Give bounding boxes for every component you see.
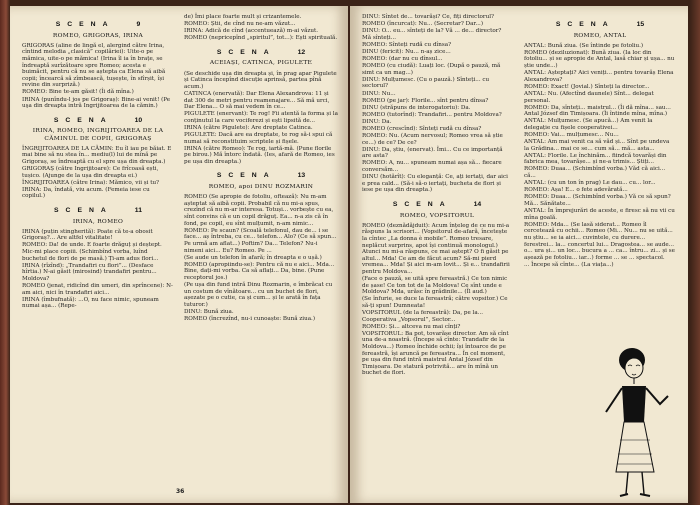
dialogue-paragraph: ROMEO: Vai... mulțumesc... Nu... bbox=[524, 132, 619, 139]
character-list: ROMEO, VOPSITORUL bbox=[399, 212, 475, 219]
dialogue-paragraph: ANTAL: Nu. (Afectînd daunele) Sînt... delegat personal. bbox=[524, 90, 654, 104]
dialogue-paragraph: IRINA: Adică de cînd (accentuează) m-ai văzut. bbox=[184, 28, 319, 35]
dialogue-paragraph: IRINA (punîndu-l jos pe Grigoraș): Bine-ai venit! (Pe uşa din dreapta intră Ingrijitoarea de la cămin.) bbox=[22, 96, 171, 110]
scene-label: SCENA bbox=[55, 21, 115, 28]
scene-number: 14 bbox=[473, 200, 482, 208]
dialogue-paragraph: ROMEO: Duaa... (Schimbînd vorba.) Vă ce să spun? Mă... Sănătate... bbox=[524, 194, 671, 207]
dialogue-paragraph: (Se deschide ușa din dreapta și, în prag apar Pigulete și Catinca începînd discuție aprinsă, partea pînă acum.) bbox=[184, 70, 337, 90]
dialogue-paragraph: ROMEO: Da! de unde. E foarte drăguț și deștept. Mic-mi place copiii. (Schimbînd vorba, luînd buchetul de flori de pe masă.) Ți-am adus flori... bbox=[22, 242, 162, 262]
left-column-1 bbox=[22, 14, 174, 310]
scene-number: 12 bbox=[297, 48, 306, 56]
dialogue-paragraph: ROMEO (deznădăjduit): Acum înțeleg de ce nu mi-a răspuns la scrisori... (Vopsitorul de-afară, încetește la cîntec „La donna è mobile”. Romeo tresare, neplăcut surprins, apoi își continuă monologul.) Atunci nu mi-a răspuns, ce mai aștept? O fi găsit pe altul... Mda! Ce am de făcut acum? Să-mi pierd vremea... Mda! Și aici m-am lovit... Și e... trandafirii pentru Moldova... bbox=[362, 222, 510, 275]
dialogue-paragraph: ROMEO: Da, sînteți... maistrul... (Îi dă mîna... sau... Antal József din Timișoara. (Îi întinde mîna, mîna.) bbox=[524, 104, 671, 118]
dialogue-paragraph: de) Îmi place foarte mult și crizantemele. bbox=[184, 14, 302, 20]
dialogue-paragraph: CATINCA (enervată): Dar Elena Alexandrova: 11 și dat 300 de metri pentru reamenajare... Să mă urci, Dar Elena... O să mai vedem în ce... bbox=[184, 90, 330, 111]
dialogue-paragraph: ROMEO: Bine te-am găsit! (Îi dă mîna.) bbox=[22, 89, 134, 96]
dialogue-paragraph: ROMEO (tutorînd): Trandafiri... pentru Moldova? bbox=[362, 111, 502, 118]
woman-illustration bbox=[598, 344, 678, 502]
dialogue-paragraph: ROMEO (apropiindu-se): Pentru că nu e aici... Mda... Bine, dați-mi vorba. Ca să aflați... Da, bine. (Pune receptorul jos.) bbox=[184, 261, 335, 281]
dialogue-paragraph: ROMEO: Exact! (Jovial.) Sînteți la director... bbox=[524, 83, 650, 90]
dialogue-paragraph: ROMEO (cu ciudă): Luați loc. (După o pauză, mă simt ca un mag...) bbox=[362, 63, 501, 76]
dialogue-paragraph: ROMEO (încurcat): Nu... (Secretar? Dar...) bbox=[362, 21, 483, 28]
character-list: ROMEO, ANTAL bbox=[573, 32, 627, 39]
scene-label: SCENA bbox=[392, 200, 452, 208]
dialogue-paragraph: (Se înfurie, se duce la fereastră; către vopsitor.) Ce să-ți spun! Dumneata! bbox=[362, 296, 508, 309]
dialogue-paragraph: IRINA: Da, îndată, viu acum. (Femeia iese cu copilul.) bbox=[22, 186, 150, 200]
character-list: ROMEO, GRIGORAS, IRINA bbox=[52, 32, 144, 39]
dialogue-paragraph: DINU: Sîntet de... tovarăși? Ce, fiți directorul? bbox=[362, 14, 494, 20]
dialogue-paragraph: ROMEO: Sînteți rudă cu dînsa? bbox=[362, 41, 452, 48]
dialogue-paragraph: ROMEO: Nu. (Acum nervosul; Romeo vrea să știe ce...) de ce? De ce? bbox=[362, 133, 503, 146]
dialogue-paragraph: DINU (fericit): Nu... n-aș zice... bbox=[362, 48, 451, 55]
character-list: ROMEO, apoi DINU ROZMARIN bbox=[208, 184, 314, 191]
dialogue-paragraph: ROMEO: Duaa... (Schimbînd vorba.) Văd că aici... că... bbox=[524, 166, 666, 180]
scene-label: SCENA bbox=[54, 206, 113, 214]
scene-label: SCENA bbox=[53, 116, 113, 124]
dialogue-paragraph: PIGULETE: Dacă are ea dreptate, te rog să-i spui că numai să reconstituim scriptele și fișele. bbox=[184, 132, 333, 145]
right-column-2 bbox=[524, 14, 676, 269]
left-page bbox=[10, 6, 348, 503]
dialogue-paragraph: DINU: Da, știu, (enervat). Îmi... Cu ce importanță are asta? bbox=[362, 146, 503, 160]
dialogue-paragraph: (Face o pauză, se uită spre fereastră.) Ce ton nimic de șase! Ce ton tot de la Moldova! Ce sînt unde e Moldova? Mda, urăsc în grădinile... (Îl aud.) bbox=[362, 275, 508, 296]
dialogue-paragraph: DINU: Da. bbox=[362, 118, 392, 125]
dialogue-paragraph: DINU: Bună ziua. bbox=[184, 308, 234, 315]
scene-heading bbox=[184, 173, 338, 180]
dialogue-paragraph: ROMEO: A, nu... spuneam numai așa să... fiecare conversăm... bbox=[362, 160, 502, 174]
dialogue-paragraph: ANTAL: În împrejurări de aceste, e firesc să nu vii cu mîna goală. bbox=[524, 208, 675, 221]
scene-heading bbox=[362, 202, 512, 209]
dialogue-paragraph: ROMEO (Se apropie de fotoliu, oftează): Nu m-am așteptat să aibă copii. Probabil că nu mi-a spus, crezînd că nu m-ar interesa. Totuși... vorbește cu ea, sînt convins că e un copil drăguț. Ea... n-a zis că în fond, pe copil, eu sînt mulțumit, n-am nimic... bbox=[184, 194, 334, 227]
dialogue-paragraph: PIGULETE (enervant): Te rog! Fii atentă la forma și la conținutul la care vociferezi și ești lipsită de... bbox=[184, 111, 338, 124]
character-list: IRINA, ROMEO, INGRIJITOAREA DE LA CĂMINUL DE COPII, GRIGORAȘ bbox=[32, 128, 164, 142]
scene-heading bbox=[22, 118, 174, 125]
page-number: 36 bbox=[176, 488, 185, 495]
scene-heading bbox=[184, 50, 338, 57]
dialogue-paragraph: VOPSITORUL (de la fereastră): Da, pe la... Cooperativa „Vopsorul”, Sector... bbox=[362, 309, 483, 323]
dialogue-paragraph: ANTAL: Așteptați? Aici veniți... pentru tovarăș Elena Alexandrova? bbox=[524, 70, 674, 83]
dialogue-paragraph: DINU: O... eu... sînteți de la? Vă ... de... director? Mă sînteți... bbox=[362, 28, 502, 41]
dialogue-paragraph: DINU: Nu... bbox=[362, 90, 396, 97]
dialogue-paragraph: IRINA (îmbufnată): ...O, nu face nimic, spuneam numai așa... (Repe- bbox=[22, 296, 159, 310]
scene-number: 10 bbox=[134, 116, 143, 124]
dialogue-paragraph: (Pe ușa din fund intră Dinu Rozmarin, e îmbrăcat cu un costum de vînătoare... cu un buchet de flori, așezate pe o cutie, ca și cum... și le arată în fața tuturor.) bbox=[184, 282, 333, 308]
dialogue-paragraph: GRIGORAȘ (către Ingrijitoare): Ce frîcoasă ești, tușico. (Ajunge de la ușa din dreapta ei.) bbox=[22, 166, 159, 179]
dialogue-paragraph: ROMEO (crescînd): Sînteți rudă cu dînsa? bbox=[362, 126, 482, 132]
dialogue-paragraph: ÎNGRIJITOAREA DE LA CĂMIN: Eu îl iau pe băiat. E mai bine să nu stea în... mediu(l) lui de mînă pe Grigoraș, se îndreaptă cu el spre ușa din dreapta.) bbox=[22, 145, 172, 165]
scene-label: SCENA bbox=[555, 21, 615, 28]
dialogue-paragraph: DINU (hotărît): Cu eleganță: Ce, ați iertați, dar aici e prea cald... (Să-i să-o iertați, bucheta de flori și iese pe ușa din dreapta.) bbox=[362, 174, 508, 194]
dialogue-paragraph: ROMEO (jenat, ridicînd din umeri, din sprîncene): N-am aici, nici în trandafiri aici... bbox=[22, 283, 173, 296]
dialogue-paragraph: ANTAL: Bună ziua. (Se întinde pe fotoliu.) bbox=[524, 42, 644, 49]
right-page bbox=[350, 6, 688, 503]
dialogue-paragraph: ROMEO: Așa! E... o fete adevărată... bbox=[524, 187, 628, 194]
dialogue-paragraph: ÎNGRIJITOAREA (către Irina): Mămico, vii și tu? bbox=[22, 179, 160, 186]
scene-label: SCENA bbox=[216, 48, 276, 56]
dialogue-paragraph: ROMEO: Mda... (Se lasă siderat... Romeo îl cercetează cu ochii... Romeo (Mi... Nu... nu se uită... nu știu... se ia aici... cuvintele, cu durere... ferestrei... la... concertul lui... Dragostea... se aude... o... ura și... un loc... bucura a ... ca... întru... zi... și se așează pe fotoliu... iar...) forme ... se ... spectacol. bbox=[524, 221, 675, 261]
scene-number: 13 bbox=[297, 172, 306, 180]
dialogue-paragraph: ANTAL: (cu un ton în prag) Le dau... cu... lor... bbox=[524, 180, 656, 187]
scene-heading bbox=[524, 22, 676, 29]
dialogue-paragraph: IRINA (către Romeo): Te rog, iartă-mă. (Pune florile pe birou.) Mă întorc îndată. (Ies, afară de Romeo, ies pe ușa din dreapta.) bbox=[184, 145, 335, 165]
dialogue-paragraph: DINU (străpuns de interogatoriu): Da. bbox=[362, 104, 471, 111]
character-list: IRINA, ROMEO bbox=[72, 218, 124, 225]
dialogue-paragraph: ROMEO (încrezînd, nu-i cunoaște: Bună ziua.) bbox=[184, 315, 315, 322]
scene-heading bbox=[22, 208, 174, 215]
dialogue-paragraph: VOPSITORUL: Ba pot, tovarășe director. Am să cînt una de-a noastră. (Începe să cînte: Trandafir de la Moldova...) Romeo închide ochii; își întoarce de pe fereastră, își aruncă pe fereastra... În cel moment, pe ușa din fund intră maistrul Antal József din Timișoara. De statură potrivită... are în mînă un buchet de flori. bbox=[362, 330, 509, 377]
dialogue-paragraph: ROMEO (deziluzionat): Bună ziua. (Ia loc din fotoliu... și se apropie de Antal, lasă chiar și ușa... nu știe unde...) bbox=[524, 49, 675, 70]
dialogue-paragraph: IRINA (puțin stingherită): Poate că te-a obosit Grigoraș?... Are altfel vitalitate! bbox=[22, 228, 153, 242]
dialogue-paragraph: IRINA (rîzînd): „Trandafiri cu flori”... (Desface hîrtia.) N-ai găsit (mirosind) trandafiri pentru... Moldova? bbox=[22, 262, 157, 282]
scene-number: 11 bbox=[134, 206, 142, 214]
dialogue-paragraph: ROMEO: (dar nu cu dînsul... bbox=[362, 56, 443, 63]
dialogue-paragraph: ROMEO (pe jar): Florile... sînt pentru dînsa? bbox=[362, 97, 489, 104]
dialogue-paragraph: ANTAL: Mulțumesc. (Se apucă...) Am venit la delegație cu fișele cooperativei... bbox=[524, 118, 653, 131]
right-column-1 bbox=[362, 14, 512, 377]
left-column-2 bbox=[184, 14, 338, 323]
dialogue-paragraph: GRIGORAS (aline de lingă el, alergind către Irina, cîntind melodia „clasică” copilăriei): Uite-o pe mămica, uite-o pe mămica! (Irina îl ia în brațe, se îndreaptă surîzătoare spre Romeo; acesta e buimăcit, pentru că nu se aștepta ca Elena să aibă copii; încearcă să zîmbească, tușește, în sfîrșit, își revine din surpriză.) bbox=[22, 42, 166, 89]
dialogue-paragraph: ROMEO: Pe scaun? (Scoală telefonul, dau de... i se face... aș întreba, cu ce... telefon... Alo? (Ce să spun... Pe urmă am aflat...) Poftim? Da... Telefon? Nu-i nimeni aici... Eu? Romeo. Pe ... bbox=[184, 227, 337, 254]
dialogue-paragraph: ANTAL: Am mai venit ca să văd și... Sînt pe undeva la Grădina... mai ce se... cum să... mă... asta... bbox=[524, 139, 670, 152]
dialogue-paragraph: ... Începe să cînte... (La viața...) bbox=[524, 261, 614, 268]
dialogue-paragraph: ROMEO: Și... altceva nu mai cînți? bbox=[362, 323, 461, 330]
scene-heading bbox=[22, 22, 174, 29]
scene-number: 9 bbox=[136, 21, 141, 28]
character-list: ACEIAȘI, CATINCA, PIGULETE bbox=[209, 60, 313, 67]
dialogue-paragraph: IRINA (către Pigulete): Are dreptate Catinca. bbox=[184, 124, 313, 131]
dialogue-paragraph: ANTAL: Florile. Le închinăm... fiindcă tovarăși din fabrica mea, tovarășe... și ne-a trimis... Știți... bbox=[524, 152, 667, 166]
dialogue-paragraph: ROMEO: Știi, de cînd nu ne-am văzut... bbox=[184, 21, 296, 28]
scene-label: SCENA bbox=[216, 172, 276, 180]
dialogue-paragraph: DINU: Mulțumesc. (Cu o pauză.) Sînteți... cu sectorul? bbox=[362, 76, 490, 90]
dialogue-paragraph: (Se aude un telefon în afară; în dreapta e o ușă.) bbox=[184, 254, 322, 261]
scene-number: 15 bbox=[636, 21, 645, 28]
dialogue-paragraph: ROMEO (nepricepînd „spiritul”, tot...): Ești spirituală. bbox=[184, 35, 338, 42]
